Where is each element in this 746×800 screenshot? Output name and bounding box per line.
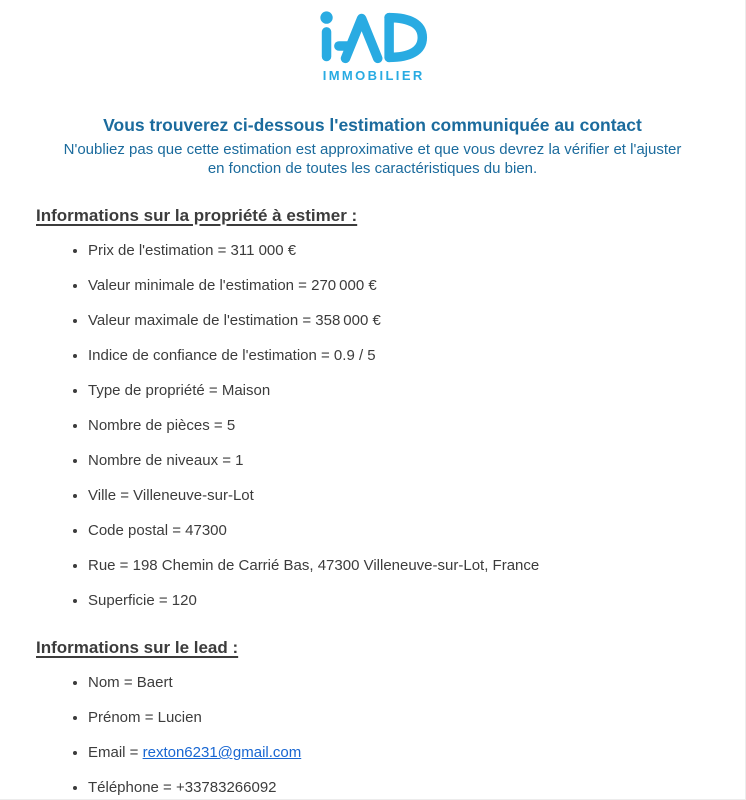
property-info-list — [36, 241, 709, 610]
iad-logo-icon — [316, 10, 430, 65]
page-title: Vous trouverez ci-dessous l'estimation communiquée au contact — [103, 115, 642, 135]
lead-item-nom: • Nom = Baert — [88, 673, 709, 692]
property-item-prix: • Prix de l'estimation = 311 000 € — [88, 241, 709, 260]
email-link[interactable]: rexton6231@gmail.com — [142, 744, 302, 761]
iad-logo — [36, 8, 709, 83]
lead-item-telephone: • Téléphone = +33783266092 — [88, 778, 709, 797]
property-item-rue: • Rue = 198 Chemin de Carrié Bas, 47300 Villeneuve-sur-Lot, France — [88, 556, 709, 575]
page-subtitle — [36, 140, 709, 178]
property-item-indice-confiance: • Indice de confiance de l'estimation = 0.9 / 5 — [88, 346, 709, 365]
logo-subtext: IMMOBILIER — [322, 68, 425, 83]
subtitle-line-1: N'oubliez pas que cette estimation est approximative et que vous devrez la vérifier et l'ajuster — [63, 141, 682, 158]
property-item-type: • Type de propriété = Maison — [88, 381, 709, 400]
section-heading-lead: Informations sur le lead : — [36, 638, 239, 657]
lead-item-email — [88, 743, 709, 762]
property-item-valeur-max: • Valeur maximale de l'estimation = 358 000 € — [88, 311, 709, 330]
lead-info-list — [36, 673, 709, 797]
subtitle-line-2: en fonction de toutes les caractéristiques du bien. — [207, 160, 538, 177]
property-item-ville: • Ville = Villeneuve-sur-Lot — [88, 486, 709, 505]
property-item-niveaux: • Nombre de niveaux = 1 — [88, 451, 709, 470]
property-item-pieces: • Nombre de pièces = 5 — [88, 416, 709, 435]
property-item-valeur-min: • Valeur minimale de l'estimation = 270 000 € — [88, 276, 709, 295]
property-item-code-postal: • Code postal = 47300 — [88, 521, 709, 540]
section-heading-property: Informations sur la propriété à estimer : — [36, 206, 358, 225]
email-label: Email = — [88, 744, 143, 761]
lead-item-prenom: • Prénom = Lucien — [88, 708, 709, 727]
property-item-superficie: • Superficie = 120 — [88, 591, 709, 610]
